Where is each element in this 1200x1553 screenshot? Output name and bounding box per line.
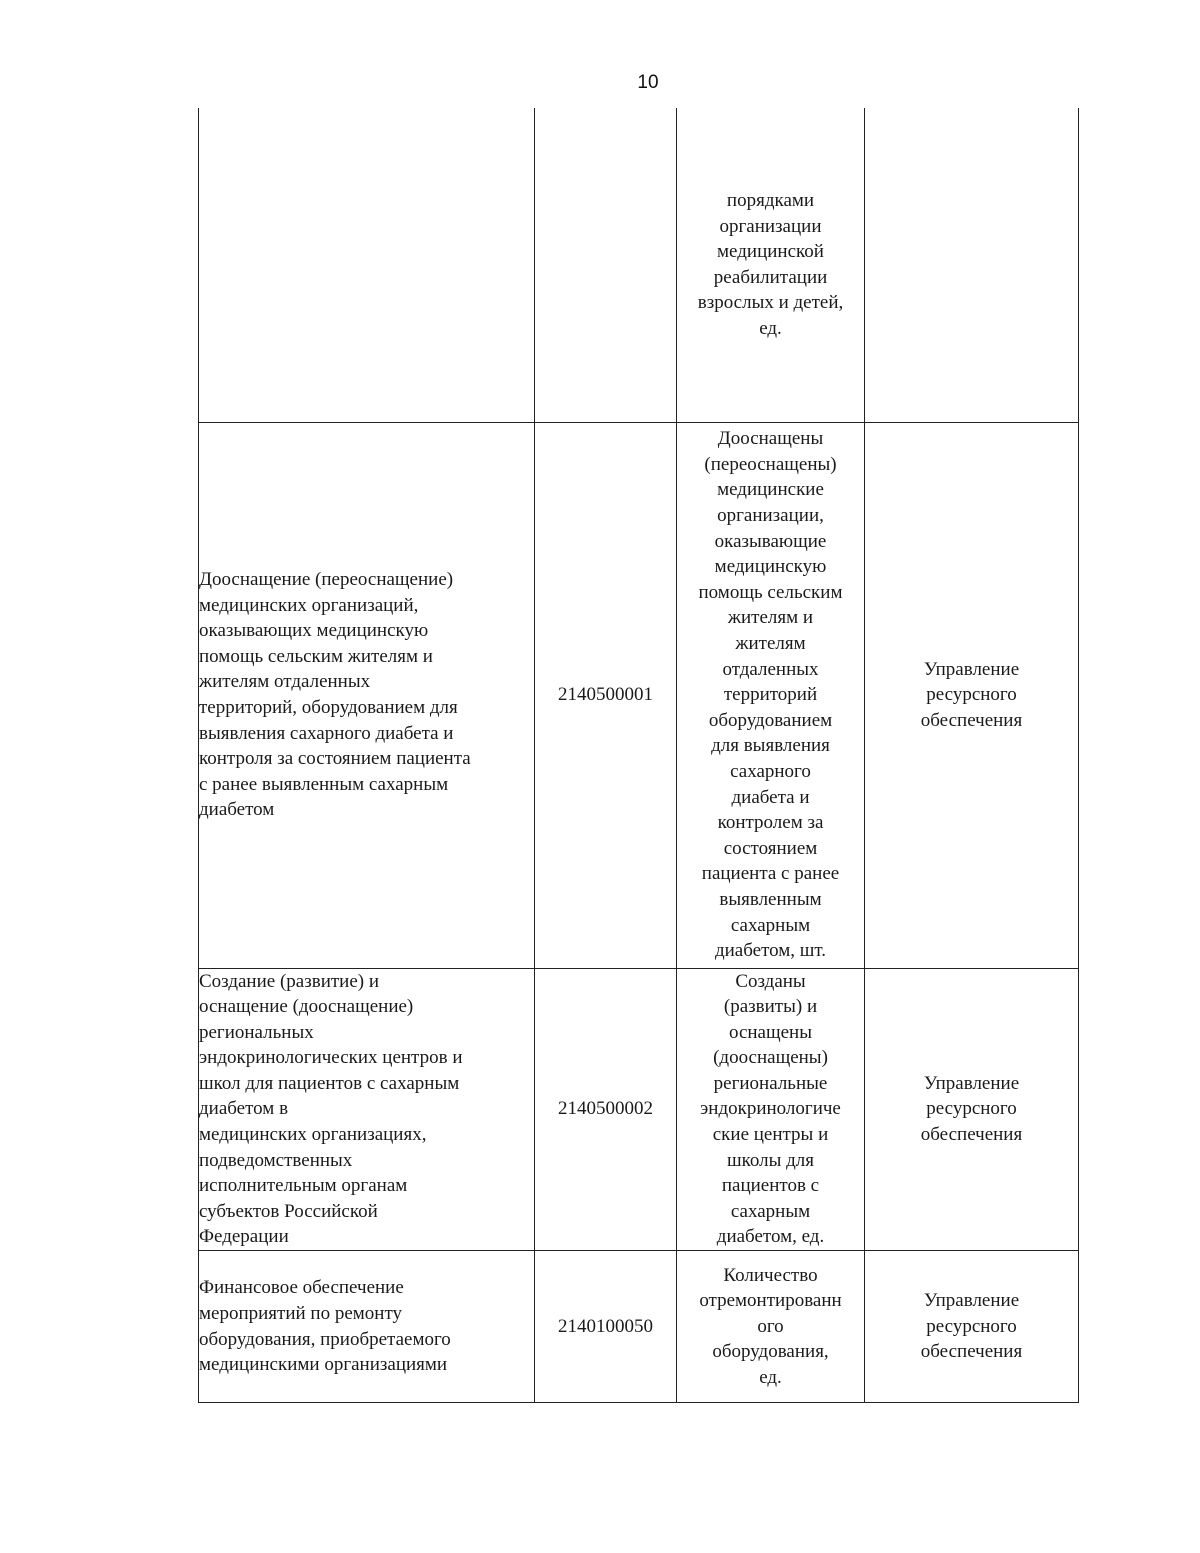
cell-text-line: территорий, оборудованием для [199, 697, 458, 718]
cell-text-line: обеспечения [920, 709, 1023, 731]
cell-text-line: обеспечения [920, 1124, 1023, 1146]
measure-name-cell [199, 422, 535, 968]
cell-text-line: (переоснащены) [704, 453, 837, 475]
cell-text-line: (развиты) и [723, 996, 818, 1018]
cell-text-line: с ранее выявленным сахарным [199, 773, 449, 795]
cell-text-line: помощь сельским жителям и [199, 645, 433, 667]
cell-text-line: диабета и [731, 786, 810, 808]
page-number: 10 [637, 72, 659, 93]
measure-code-cell: 2140500001 [535, 422, 677, 968]
cell-text-line: оснащены [728, 1021, 812, 1043]
indicator-cell [677, 422, 865, 968]
cell-text-line: сахарным [730, 1200, 811, 1222]
table-row [199, 1251, 1079, 1403]
table-row [199, 108, 1079, 422]
cell-text-line: взрослых и детей, [697, 292, 844, 314]
cell-text-line: выявленным [719, 888, 822, 910]
cell-text-line: сахарным [730, 914, 811, 936]
measures-table [198, 108, 1079, 1403]
cell-text-line: пациента с ранее [701, 863, 840, 885]
cell-text-line: территорий [723, 684, 818, 706]
cell-text-line: медицинских организаций, [199, 594, 419, 616]
cell-text-line: ресурсного [926, 1098, 1017, 1120]
cell-text-line: контроля за состоянием пациента [199, 748, 471, 770]
responsible-cell [865, 108, 1079, 422]
measure-code-cell [535, 108, 677, 422]
cell-text-line: Количество [723, 1264, 818, 1286]
cell-text-line: диабетом [199, 799, 275, 821]
responsible-cell [865, 968, 1079, 1251]
cell-text-line: ед. [759, 317, 782, 339]
cell-text-line: (дооснащены) [713, 1047, 828, 1069]
cell-text-line: для выявления [711, 735, 830, 757]
cell-text-line: порядками [726, 189, 815, 211]
cell-text-line: оказывающих медицинскую [199, 620, 429, 642]
cell-text-line: подведомственных [199, 1149, 353, 1171]
cell-text-line: реабилитации [713, 266, 828, 288]
cell-text-line: эндокринологиче [700, 1098, 841, 1120]
indicator-cell [677, 968, 865, 1251]
indicator-cell [677, 108, 865, 422]
cell-text-line: оснащение (дооснащение) [199, 996, 414, 1018]
cell-text-line: Создание (развитие) и [199, 970, 380, 992]
cell-text-line: отремонтированн [699, 1290, 842, 1312]
cell-text-line: субъектов Российской [199, 1200, 378, 1222]
cell-text-line: выявления сахарного диабета и [199, 722, 454, 744]
cell-text-line: обеспечения [920, 1341, 1023, 1363]
cell-text-line: медицинскую [714, 556, 827, 578]
cell-text-line: Созданы [735, 970, 806, 992]
responsible-cell [865, 422, 1079, 968]
cell-text-line: жителям [735, 633, 806, 655]
cell-text-line: Управление [923, 1072, 1020, 1094]
cell-text-line: помощь сельским [698, 581, 843, 603]
cell-text-line: оборудования, [712, 1341, 829, 1363]
measure-name-cell [199, 1251, 535, 1403]
measure-name-cell [199, 968, 535, 1251]
cell-text-line: Управление [923, 658, 1020, 680]
responsible-cell [865, 1251, 1079, 1403]
cell-text-line: ресурсного [926, 684, 1017, 706]
cell-text-line: Дооснащены [717, 428, 824, 450]
cell-text-line: медицинской [717, 241, 824, 263]
cell-text-line: мероприятий по ремонту [199, 1302, 403, 1324]
cell-text-line: состоянием [723, 837, 818, 859]
cell-text-line: школы для [726, 1149, 815, 1171]
cell-text-line: контролем за [717, 812, 824, 834]
cell-text-line: ед. [759, 1366, 782, 1388]
cell-text-line: диабетом, шт. [714, 940, 827, 962]
cell-text-line: медицинскими организациями [199, 1354, 448, 1376]
cell-text-line: организации, [717, 505, 824, 527]
cell-text-line: ого [757, 1315, 784, 1337]
cell-text-line: ресурсного [926, 1315, 1017, 1337]
cell-text-line: жителям отдаленных [199, 671, 371, 693]
indicator-cell [677, 1251, 865, 1403]
cell-text-line: Финансовое обеспечение [199, 1277, 404, 1299]
cell-text-line: региональных [199, 1021, 314, 1043]
cell-text-line: эндокринологических центров и [199, 1047, 463, 1069]
cell-text-line: Федерации [199, 1226, 289, 1248]
cell-text-line: Дооснащение (переоснащение) [199, 569, 454, 591]
table-row [199, 968, 1079, 1251]
cell-text-line: Управление [923, 1290, 1020, 1312]
cell-text-line: ские центры и [712, 1124, 829, 1146]
measure-code-cell: 2140100050 [535, 1251, 677, 1403]
cell-text-line: региональные [713, 1072, 828, 1094]
measure-code-cell: 2140500002 [535, 968, 677, 1251]
cell-text-line: организации [719, 215, 822, 237]
cell-text-line: диабетом, ед. [716, 1226, 825, 1248]
cell-text-line: исполнительным органам [199, 1175, 408, 1197]
cell-text-line: оборудования, приобретаемого [199, 1328, 451, 1350]
cell-text-line: диабетом в [199, 1098, 289, 1120]
cell-text-line: медицинских организациях, [199, 1124, 427, 1146]
cell-text-line: отдаленных [722, 658, 819, 680]
cell-text-line: школ для пациентов с сахарным [199, 1072, 460, 1094]
table-row [199, 422, 1079, 968]
cell-text-line: оказывающие [714, 530, 827, 552]
cell-text-line: жителям и [727, 607, 814, 629]
measure-name-cell [199, 108, 535, 422]
cell-text-line: сахарного [730, 760, 811, 782]
cell-text-line: медицинские [717, 479, 824, 501]
cell-text-line: оборудованием [708, 709, 833, 731]
cell-text-line: пациентов с [721, 1175, 820, 1197]
